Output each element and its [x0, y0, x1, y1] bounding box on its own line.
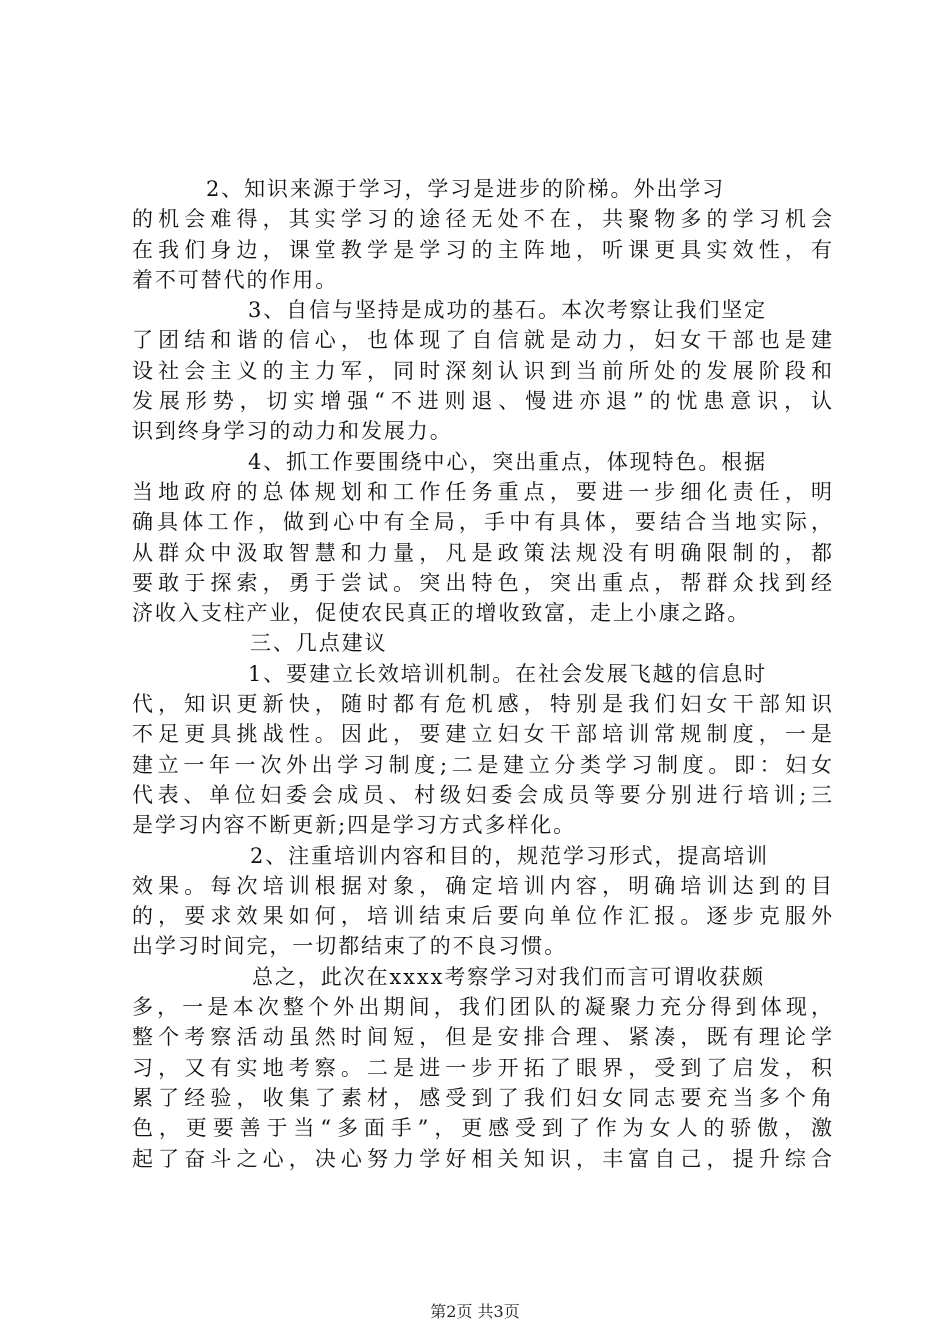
paragraph-3-line-2: 当地政府的总体规划和工作任务重点，要进一步细化责任，明	[132, 479, 832, 504]
page-number-footer: 第2页 共3页	[430, 1302, 520, 1321]
paragraph-3-line-4: 从群众中汲取智慧和力量，凡是政策法规没有明确限制的，都	[132, 540, 832, 565]
paragraph-5-line-1: 2、注重培训内容和目的，规范学习形式，提高培训	[250, 843, 770, 868]
paragraph-6-line-3: 整个考察活动虽然时间短，但是安排合理、紧凑，既有理论学	[132, 1025, 832, 1050]
paragraph-1-line-4: 着不可替代的作用。	[132, 267, 339, 292]
paragraph-6-line-1: 总之，此次在xxxx考察学习对我们而言可谓收获颇	[252, 964, 765, 989]
paragraph-2-line-4: 发展形势，切实增强“不进则退、慢进亦退”的忧患意识，认	[132, 389, 832, 414]
paragraph-5-line-3: 的，要求效果如何，培训结束后要向单位作汇报。逐步克服外	[132, 904, 832, 929]
paragraph-6-line-7: 起了奋斗之心，决心努力学好相关知识，丰富自己，提升综合	[132, 1146, 832, 1171]
paragraph-2-line-3: 设社会主义的主力军，同时深刻认识到当前所处的发展阶段和	[132, 358, 832, 383]
paragraph-6-line-4: 习，又有实地考察。二是进一步开拓了眼界，受到了启发，积	[132, 1055, 832, 1080]
paragraph-4-line-6: 是学习内容不断更新;四是学习方式多样化。	[132, 813, 577, 838]
paragraph-5-line-4: 出学习时间完，一切都结束了的不良习惯。	[132, 934, 568, 959]
paragraph-1-line-1: 2、知识来源于学习，学习是进步的阶梯。外出学习	[206, 177, 726, 201]
paragraph-4-line-3: 不足更具挑战性。因此，要建立妇女干部培训常规制度，一是	[132, 722, 832, 747]
paragraph-6-line-2: 多，一是本次整个外出期间，我们团队的凝聚力充分得到体现，	[132, 995, 832, 1020]
paragraph-6-line-6: 色，更要善于当“多面手”，更感受到了作为女人的骄傲，激	[132, 1116, 832, 1141]
paragraph-1-line-3: 在我们身边，课堂教学是学习的主阵地，听课更具实效性，有	[132, 237, 832, 262]
paragraph-3-line-5: 要敢于探索，勇于尝试。突出特色，突出重点，帮群众找到经	[132, 570, 832, 595]
paragraph-6-line-5: 累了经验，收集了素材，感受到了我们妇女同志要充当多个角	[132, 1085, 832, 1110]
paragraph-3-line-6: 济收入支柱产业，促使农民真正的增收致富，走上小康之路。	[132, 601, 751, 626]
paragraph-5-line-2: 效果。每次培训根据对象，确定培训内容，明确培训达到的目	[132, 873, 832, 898]
paragraph-4-line-4: 建立一年一次外出学习制度;二是建立分类学习制度。即：妇女	[132, 752, 832, 777]
paragraph-4-line-2: 代，知识更新快，随时都有危机感，特别是我们妇女干部知识	[132, 692, 832, 717]
paragraph-4-line-1: 1、要建立长效培训机制。在社会发展飞越的信息时	[248, 661, 768, 686]
paragraph-2-line-2: 了团结和谐的信心，也体现了自信就是动力，妇女干部也是建	[132, 328, 832, 353]
section-heading-suggestions: 三、几点建议	[250, 631, 388, 656]
paragraph-3-line-3: 确具体工作，做到心中有全局，手中有具体，要结合当地实际，	[132, 510, 832, 535]
paragraph-3-line-1: 4、抓工作要围绕中心，突出重点，体现特色。根据	[248, 449, 768, 474]
paragraph-1-line-2: 的机会难得，其实学习的途径无处不在，共聚物多的学习机会	[132, 207, 832, 232]
paragraph-4-line-5: 代表、单位妇委会成员、村级妇委会成员等要分别进行培训;三	[132, 782, 832, 807]
paragraph-2-line-1: 3、自信与坚持是成功的基石。本次考察让我们坚定	[248, 298, 768, 323]
document-body	[132, 174, 832, 1174]
paragraph-2-line-5: 识到终身学习的动力和发展力。	[132, 419, 453, 444]
